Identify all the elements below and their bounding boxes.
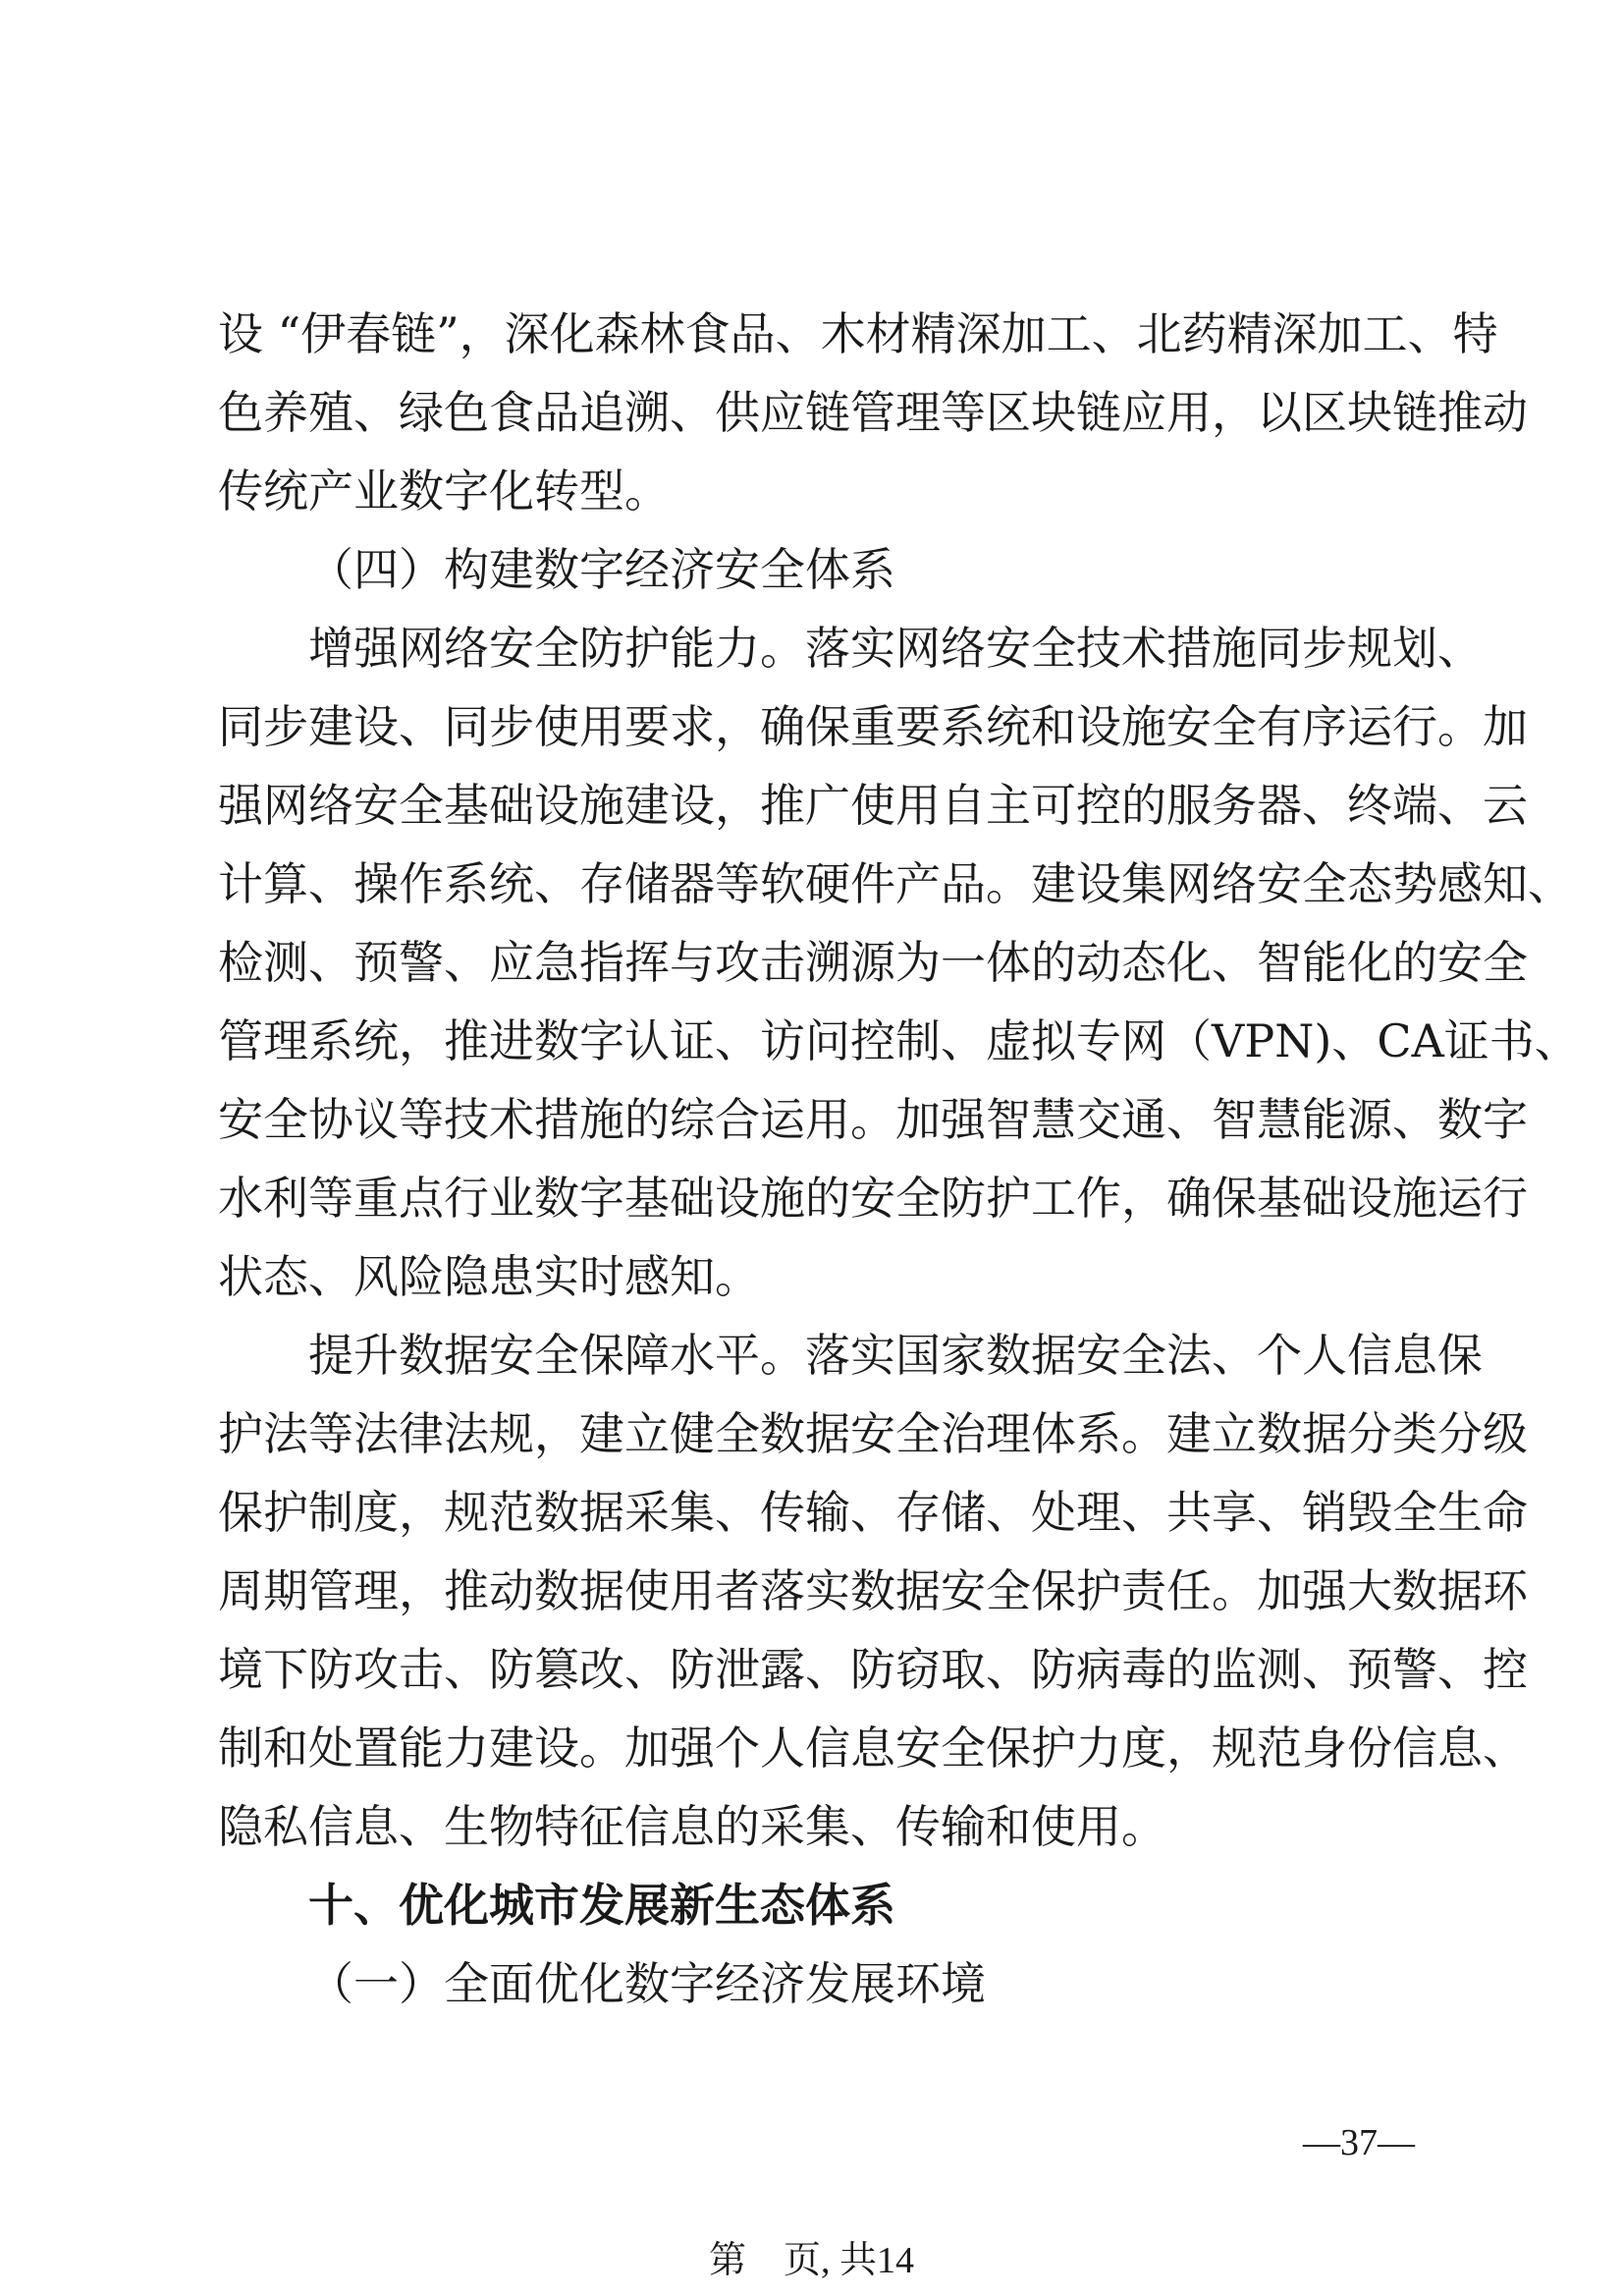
text-line: 状态、风险隐患实时感知。 bbox=[218, 1250, 760, 1303]
section-heading: （四）构建数字经济安全体系 bbox=[308, 543, 895, 596]
text-line: 色养殖、绿色食品追溯、供应链管理等区块链应用，以区块链推动 bbox=[218, 386, 1528, 439]
text-line: 计算、操作系统、存储器等软硬件产品。建设集网络安全态势感知、 bbox=[218, 857, 1573, 910]
text-line: 传统产业数字化转型。 bbox=[218, 465, 670, 518]
text-line: 周期管理，推动数据使用者落实数据安全保护责任。加强大数据环 bbox=[218, 1564, 1528, 1617]
page-footer: 第 页, 共14 bbox=[708, 2240, 914, 2281]
text-line: 设 “伊春链”，深化森林食品、木材精深加工、北药精深加工、特 bbox=[218, 307, 1498, 360]
text-line: 提升数据安全保障水平。落实国家数据安全法、个人信息保 bbox=[218, 1329, 1483, 1382]
text-line: 管理系统，推进数字认证、访问控制、虚拟专网（VPN)、CA证书、 bbox=[218, 1014, 1580, 1067]
text-line: 检测、预警、应急指挥与攻击溯源为一体的动态化、智能化的安全 bbox=[218, 936, 1528, 989]
document-body bbox=[218, 295, 1580, 2023]
text-line: 隐私信息、生物特征信息的采集、传输和使用。 bbox=[218, 1800, 1166, 1853]
text-line: 同步建设、同步使用要求，确保重要系统和设施安全有序运行。加 bbox=[218, 700, 1528, 753]
chapter-heading: 十、优化城市发展新生态体系 bbox=[308, 1879, 895, 1932]
page-number: —37— bbox=[1303, 2122, 1415, 2163]
text-line: 护法等法律法规，建立健全数据安全治理体系。建立数据分类分级 bbox=[218, 1407, 1528, 1460]
text-line: 境下防攻击、防篡改、防泄露、防窃取、防病毒的监测、预警、控 bbox=[218, 1643, 1528, 1696]
text-line: 水利等重点行业数字基础设施的安全防护工作，确保基础设施运行 bbox=[218, 1172, 1528, 1225]
text-line: 增强网络安全防护能力。落实网络安全技术措施同步规划、 bbox=[218, 622, 1483, 675]
text-line: 保护制度，规范数据采集、传输、存储、处理、共享、销毁全生命 bbox=[218, 1486, 1528, 1539]
text-line: 强网络安全基础设施建设，推广使用自主可控的服务器、终端、云 bbox=[218, 779, 1528, 832]
text-line: 安全协议等技术措施的综合运用。加强智慧交通、智慧能源、数字 bbox=[218, 1093, 1528, 1146]
text-line: 制和处置能力建设。加强个人信息安全保护力度，规范身份信息、 bbox=[218, 1722, 1528, 1775]
section-heading: （一）全面优化数字经济发展环境 bbox=[308, 1957, 986, 2010]
